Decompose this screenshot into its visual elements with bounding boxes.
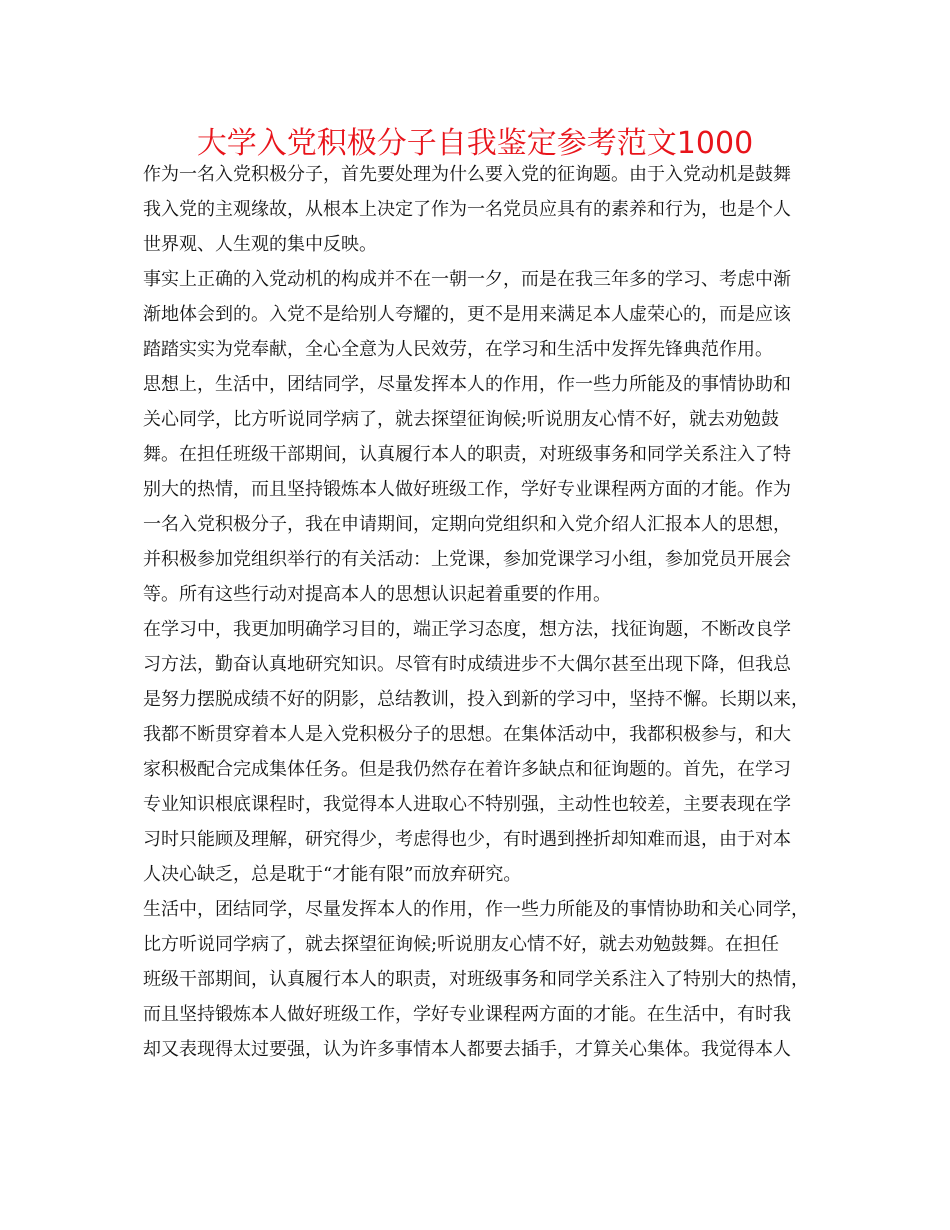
body-line: 等。所有这些行动对提高本人的思想认识起着重要的作用。 [143,584,611,605]
body-line: 世界观、人生观的集中反映。 [143,234,377,255]
body-line: 在学习中，我更加明确学习目的，端正学习态度，想方法，找征询题，不断改良学 [143,619,791,640]
body-line: 人决心缺乏，总是耽于“才能有限”而放弃研究。 [143,864,522,885]
body-line: 别大的热情，而且坚持锻炼本人做好班级工作，学好专业课程两方面的才能。作为 [143,479,791,500]
body-line: 作为一名入党积极分子，首先要处理为什么要入党的征询题。由于入党动机是鼓舞 [143,164,791,185]
body-line: 我都不断贯穿着本人是入党积极分子的思想。在集体活动中，我都积极参与，和大 [143,724,791,745]
body-line: 思想上，生活中，团结同学，尽量发挥本人的作用，作一些力所能及的事情协助和 [143,374,791,395]
document-title: 大学入党积极分子自我鉴定参考范文1000 [196,126,754,161]
body-line: 踏踏实实为党奉献，全心全意为人民效劳，在学习和生活中发挥先锋典范作用。 [143,339,773,360]
body-line: 家积极配合完成集体任务。但是我仍然存在着许多缺点和征询题的。首先，在学习 [143,759,791,780]
body-line: 而且坚持锻炼本人做好班级工作，学好专业课程两方面的才能。在生活中，有时我 [143,1004,791,1025]
body-line: 我入党的主观缘故，从根本上决定了作为一名党员应具有的素养和行为，也是个人 [143,199,791,220]
body-line: 并积极参加党组织举行的有关活动：上党课，参加党课学习小组，参加党员开展会 [143,549,791,570]
body-line: 关心同学，比方听说同学病了，就去探望征询候;听说朋友心情不好，就去劝勉鼓 [143,409,780,430]
document-body [143,157,823,1067]
body-line: 一名入党积极分子，我在申请期间，定期向党组织和入党介绍人汇报本人的思想， [143,514,791,535]
body-line: 渐地体会到的。入党不是给别人夸耀的，更不是用来满足本人虚荣心的，而是应该 [143,304,791,325]
body-line: 比方听说同学病了，就去探望征询候;听说朋友心情不好，就去劝勉鼓舞。在担任 [143,934,780,955]
body-line: 专业知识根底课程时，我觉得本人进取心不特别强，主动性也较差，主要表现在学 [143,794,791,815]
body-line: 却又表现得太过要强，认为许多事情本人都要去插手，才算关心集体。我觉得本人 [143,1039,791,1060]
body-line: 是努力摆脱成绩不好的阴影，总结教训，投入到新的学习中，坚持不懈。长期以来， [143,689,809,710]
body-line: 事实上正确的入党动机的构成并不在一朝一夕，而是在我三年多的学习、考虑中渐 [143,269,791,290]
body-line: 习时只能顾及理解，研究得少，考虑得也少，有时遇到挫折却知难而退，由于对本 [143,829,791,850]
body-line: 班级干部期间，认真履行本人的职责，对班级事务和同学关系注入了特别大的热情， [143,969,809,990]
body-line: 习方法，勤奋认真地研究知识。尽管有时成绩进步不大偶尔甚至出现下降，但我总 [143,654,791,675]
body-line: 生活中，团结同学，尽量发挥本人的作用，作一些力所能及的事情协助和关心同学， [143,899,809,920]
body-line: 舞。在担任班级干部期间，认真履行本人的职责，对班级事务和同学关系注入了特 [143,444,791,465]
